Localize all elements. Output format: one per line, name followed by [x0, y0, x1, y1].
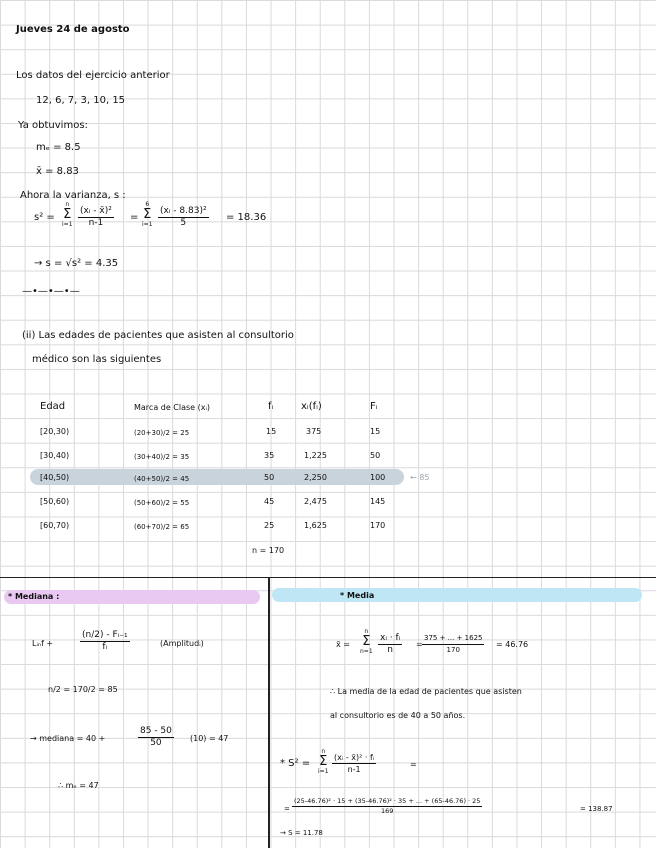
table-cell-Fi: 170 — [370, 521, 386, 530]
std-dev-result: → s = √s² = 4.35 — [34, 258, 119, 269]
linf-label: Lᵢₙf + — [32, 639, 54, 648]
table-header-marca: Marca de Clase (xᵢ) — [134, 403, 211, 412]
table-cell-fi: 25 — [264, 521, 275, 530]
sum-bottom: i=1 — [142, 221, 153, 228]
sum-bottom: i=1 — [318, 768, 329, 775]
n-half-calc: n/2 = 170/2 = 85 — [48, 685, 118, 694]
mediana-formula-fraction — [80, 630, 130, 653]
s2-fraction — [332, 752, 376, 775]
sum-symbol: n Σ n=1 — [360, 628, 373, 655]
sum-top: n — [321, 748, 326, 755]
fraction-numerator: (n/2) - Fᵢ₋₁ — [82, 630, 128, 640]
fraction-denominator: fᵢ — [102, 642, 108, 652]
fraction-numerator: (xᵢ - 8.83)² — [160, 206, 207, 216]
mediana-conclusion: ∴ mₑ = 47 — [58, 781, 99, 790]
sum-bottom: n=1 — [360, 648, 373, 655]
table-header-fi: fᵢ — [268, 401, 274, 412]
variance-fraction-1 — [78, 206, 114, 229]
s2-result: = 138.87 — [580, 805, 613, 813]
s2-long-fraction — [292, 797, 482, 816]
sum-symbol-2: 6 Σ i=1 — [142, 201, 153, 228]
fraction-numerator: 375 + ... + 1625 — [422, 633, 484, 645]
table-cell-xifi: 1,625 — [304, 521, 327, 530]
mediana-title: * Mediana : — [8, 592, 60, 601]
fraction-denominator: n-1 — [88, 218, 104, 228]
table-total: n = 170 — [252, 546, 285, 555]
variance-fraction-2 — [158, 206, 209, 229]
fraction-denominator: 5 — [180, 218, 187, 228]
media-lhs: x̄ = — [336, 640, 350, 649]
table-cell-edad: [50,60) — [40, 497, 70, 506]
fraction-denominator: n — [387, 645, 393, 655]
s-result: → S = 11.78 — [280, 829, 323, 837]
row-annotation: ← 85 — [410, 473, 430, 482]
table-cell-edad: [60,70) — [40, 521, 70, 530]
problem-ii-text-cont: médico son las siguientes — [32, 354, 162, 365]
sum-bottom: i=1 — [62, 221, 73, 228]
media-fraction-2 — [422, 633, 484, 656]
fraction-numerator: 85 - 50 — [140, 726, 172, 736]
table-cell-xifi: 375 — [306, 427, 322, 436]
s2-lhs: * S² = — [280, 758, 311, 769]
table-cell-marca: (50+60)/2 = 55 — [134, 499, 190, 507]
sum-top: n — [364, 628, 369, 635]
media-result: = 46.76 — [496, 640, 529, 649]
table-header-Fi: Fᵢ — [370, 401, 378, 412]
vertical-divider — [268, 577, 270, 848]
section-separator: —•—•—•— — [22, 286, 80, 297]
sum-top: n — [65, 201, 70, 208]
table-cell-xifi: 1,225 — [304, 451, 327, 460]
fraction-numerator: xᵢ · fᵢ — [380, 633, 401, 643]
fraction-denominator: 50 — [150, 738, 162, 748]
table-cell-Fi: 15 — [370, 427, 381, 436]
table-cell-marca: (30+40)/2 = 35 — [134, 453, 190, 461]
table-cell-marca: (20+30)/2 = 25 — [134, 429, 190, 437]
media-fraction-1 — [378, 633, 402, 656]
date-heading: Jueves 24 de agosto — [16, 24, 130, 35]
table-cell-edad: [20,30) — [40, 427, 70, 436]
table-cell-marca: (40+50)/2 = 45 — [134, 475, 190, 483]
amplitud-label: (Amplitudᵢ) — [160, 639, 204, 648]
equals-sign: = — [416, 640, 423, 649]
equals-sign: = — [410, 760, 417, 769]
table-cell-Fi: 50 — [370, 451, 381, 460]
equals-sign: = — [130, 212, 139, 223]
table-cell-marca: (60+70)/2 = 65 — [134, 523, 190, 531]
media-conclusion-line-1: ∴ La media de la edad de pacientes que asisten — [330, 687, 522, 696]
table-cell-xifi: 2,250 — [304, 473, 327, 482]
table-cell-Fi: 100 — [370, 473, 386, 482]
variance-lhs: s² = — [34, 212, 55, 223]
horizontal-divider — [0, 577, 656, 578]
median-value: mₑ = 8.5 — [36, 142, 81, 153]
mediana-calc-rhs: (10) = 47 — [190, 734, 229, 743]
mediana-calc-fraction — [138, 726, 174, 749]
obtained-text: Ya obtuvimos: — [18, 120, 88, 131]
table-cell-fi: 50 — [264, 473, 275, 482]
mean-value: x̄ = 8.83 — [36, 166, 79, 177]
table-cell-Fi: 145 — [370, 497, 386, 506]
table-cell-edad: [40,50) — [40, 473, 70, 482]
table-header-edad: Edad — [40, 401, 66, 412]
media-conclusion-line-2: al consultorio es de 40 a 50 años. — [330, 711, 466, 720]
fraction-numerator: (25-46.76)² · 15 + (35-46.76)² · 35 + ... + (65-46.76) · 25 — [294, 797, 481, 805]
table-cell-xifi: 2,475 — [304, 497, 327, 506]
variance-result: = 18.36 — [226, 212, 267, 223]
sum-top: 6 — [145, 201, 150, 208]
fraction-denominator: 169 — [381, 807, 394, 815]
data-values: 12, 6, 7, 3, 10, 15 — [36, 95, 126, 106]
media-highlight — [272, 588, 642, 602]
sum-symbol: n Σ i=1 — [62, 201, 73, 228]
table-cell-fi: 45 — [264, 497, 275, 506]
table-cell-fi: 35 — [264, 451, 275, 460]
row-highlight — [30, 469, 404, 485]
intro-text: Los datos del ejercicio anterior — [16, 70, 170, 81]
media-title: * Media — [340, 591, 375, 600]
table-header-xifi: xᵢ(fᵢ) — [301, 401, 322, 412]
table-cell-edad: [30,40) — [40, 451, 70, 460]
fraction-numerator: (xᵢ - x̄)² — [80, 206, 112, 216]
fraction-denominator: n-1 — [347, 765, 361, 774]
sum-symbol: n Σ i=1 — [318, 748, 329, 775]
problem-ii-text: (ii) Las edades de pacientes que asisten al consultorio — [22, 330, 294, 341]
variance-intro: Ahora la varianza, s : — [20, 190, 126, 201]
table-cell-fi: 15 — [266, 427, 277, 436]
s2-prefix: = — [284, 805, 290, 813]
fraction-numerator: (xᵢ - x̄)² · fᵢ — [334, 753, 375, 762]
mediana-calc-lhs: → mediana = 40 + — [30, 734, 106, 743]
fraction-denominator: 170 — [446, 646, 460, 654]
